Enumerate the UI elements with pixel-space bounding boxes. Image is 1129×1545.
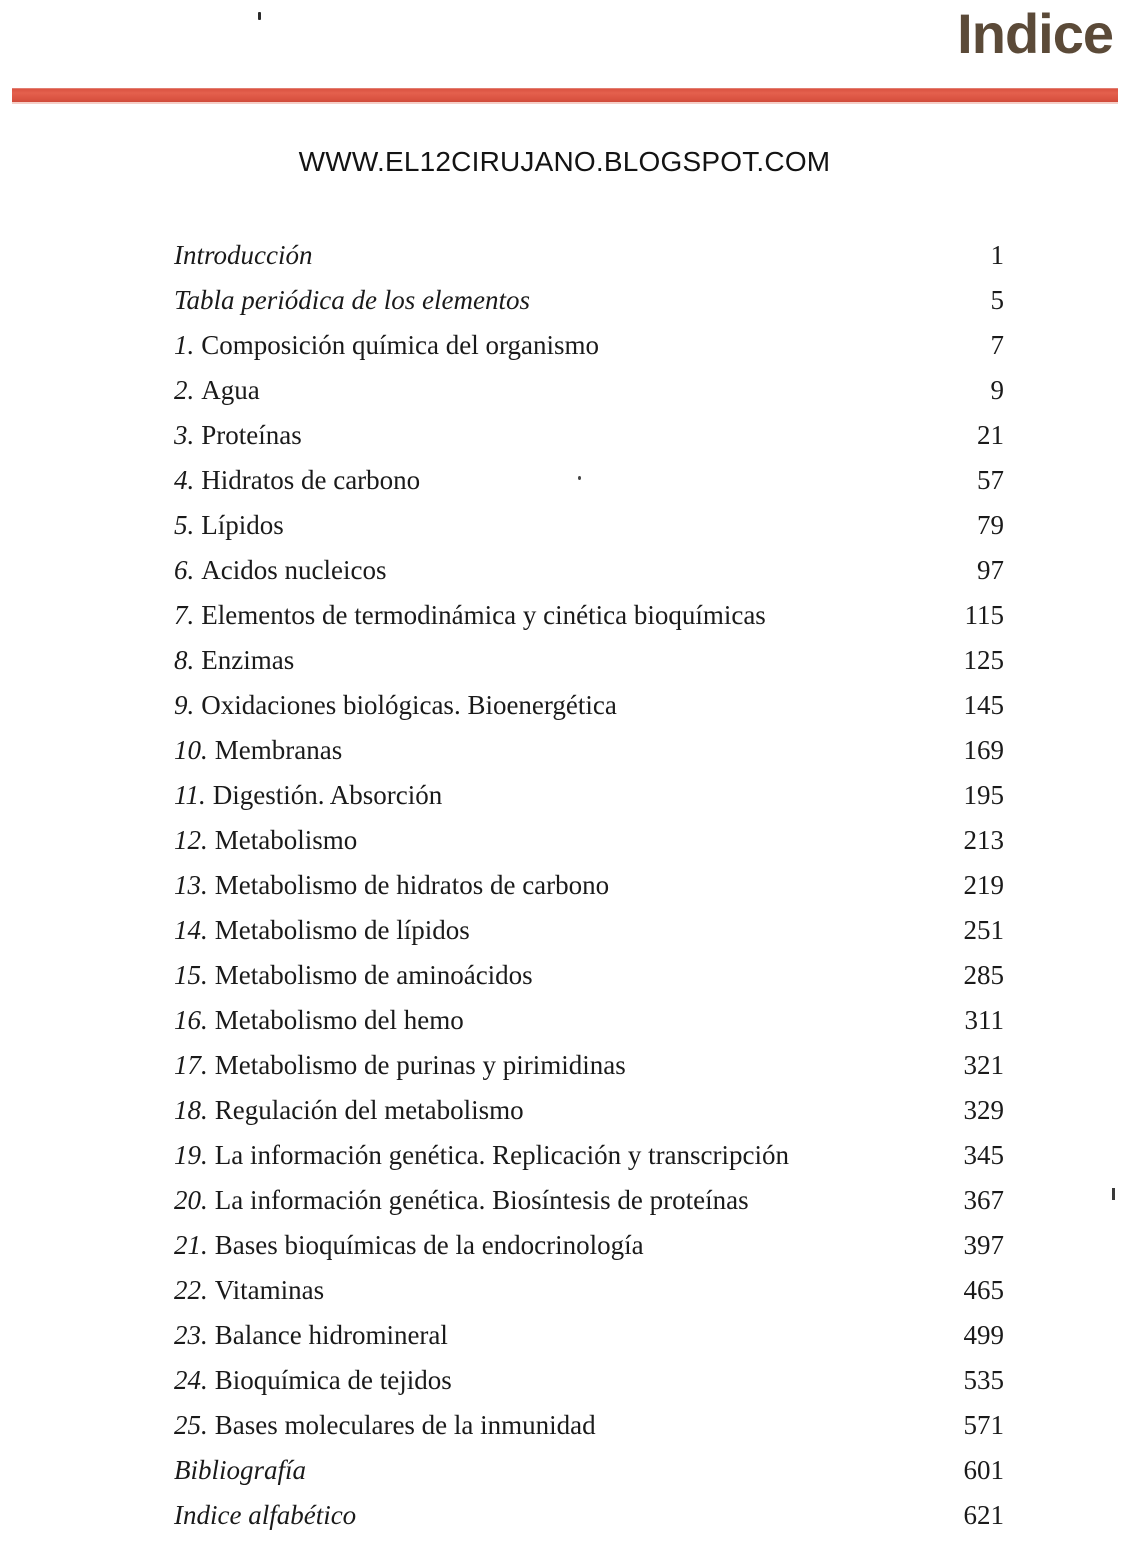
toc-entry-number: 25. xyxy=(174,1410,208,1440)
toc-entry-title: Proteínas xyxy=(201,420,302,450)
toc-entry-number: 23. xyxy=(174,1320,208,1350)
toc-entry[interactable] xyxy=(174,1500,1004,1545)
toc-entry-title: Metabolismo xyxy=(214,825,358,855)
toc-entry-label xyxy=(174,1050,916,1081)
toc-entry-title: Metabolismo de lípidos xyxy=(214,915,470,945)
toc-entry[interactable] xyxy=(174,1320,1004,1365)
toc-entry-number: 9. xyxy=(174,690,195,720)
toc-entry-page-number: 145 xyxy=(963,690,1004,720)
toc-entry-label xyxy=(174,240,916,271)
toc-entry-number: 7. xyxy=(174,600,195,630)
toc-entry-label xyxy=(174,1005,916,1036)
scan-artifact-dot-top xyxy=(258,12,261,20)
toc-entry[interactable] xyxy=(174,690,1004,735)
toc-entry-label xyxy=(174,690,916,721)
toc-entry-label xyxy=(174,375,916,406)
toc-entry-page-number: 499 xyxy=(963,1320,1004,1350)
toc-entry-page-number: 21 xyxy=(977,420,1004,450)
toc-entry-number: 22. xyxy=(174,1275,208,1305)
toc-entry-label xyxy=(174,510,916,541)
toc-entry-label xyxy=(174,1140,916,1171)
toc-entry-page-number: 321 xyxy=(963,1050,1004,1080)
toc-entry-number: 11. xyxy=(174,780,206,810)
toc-entry-number: 24. xyxy=(174,1365,208,1395)
toc-entry-number: 19. xyxy=(174,1140,208,1170)
toc-entry-title: Elementos de termodinámica y cinética bioquímicas xyxy=(201,600,766,630)
toc-entry-number: 4. xyxy=(174,465,195,495)
toc-entry-title: Bases bioquímicas de la endocrinología xyxy=(214,1230,644,1260)
toc-entry-number: 14. xyxy=(174,915,208,945)
toc-entry[interactable] xyxy=(174,420,1004,465)
toc-entry-page-number: 601 xyxy=(963,1455,1004,1485)
toc-entry-number: 10. xyxy=(174,735,208,765)
toc-entry-number: 2. xyxy=(174,375,195,405)
toc-entry-number: 16. xyxy=(174,1005,208,1035)
toc-entry-label xyxy=(174,555,916,586)
toc-entry-page-number: 621 xyxy=(963,1500,1004,1530)
toc-entry-page-number: 397 xyxy=(963,1230,1004,1260)
toc-entry-title: Balance hidromineral xyxy=(214,1320,448,1350)
toc-entry-page-number: 465 xyxy=(963,1275,1004,1305)
scan-artifact-tick-right xyxy=(1112,1188,1115,1200)
toc-entry-title: La información genética. Biosíntesis de proteínas xyxy=(214,1185,749,1215)
toc-entry-page-number: 285 xyxy=(963,960,1004,990)
toc-entry-number: 12. xyxy=(174,825,208,855)
toc-entry[interactable] xyxy=(174,375,1004,420)
toc-entry[interactable] xyxy=(174,915,1004,960)
toc-entry-page-number: 219 xyxy=(963,870,1004,900)
table-of-contents xyxy=(174,240,1004,1545)
toc-entry-title: Bases moleculares de la inmunidad xyxy=(214,1410,596,1440)
toc-entry-page-number: 9 xyxy=(990,375,1004,405)
toc-entry[interactable] xyxy=(174,1275,1004,1320)
toc-entry-label xyxy=(174,1455,916,1486)
toc-entry-title: La información genética. Replicación y transcripción xyxy=(214,1140,790,1170)
toc-entry-page-number: 195 xyxy=(963,780,1004,810)
scan-artifact-dot-middle xyxy=(578,476,581,480)
toc-entry-title: Bioquímica de tejidos xyxy=(214,1365,452,1395)
toc-entry-title: Composición química del organismo xyxy=(201,330,599,360)
toc-entry-page-number: 571 xyxy=(963,1410,1004,1440)
toc-entry[interactable] xyxy=(174,1140,1004,1185)
toc-entry-label xyxy=(174,1410,916,1441)
toc-entry-title: Vitaminas xyxy=(214,1275,325,1305)
toc-entry-number: 21. xyxy=(174,1230,208,1260)
toc-entry-title: Metabolismo del hemo xyxy=(214,1005,464,1035)
toc-entry-page-number: 329 xyxy=(963,1095,1004,1125)
toc-entry[interactable] xyxy=(174,1095,1004,1140)
toc-entry-label xyxy=(174,600,916,631)
toc-entry-label xyxy=(174,960,916,991)
toc-entry[interactable] xyxy=(174,285,1004,330)
toc-entry[interactable] xyxy=(174,960,1004,1005)
blog-url-text: WWW.EL12CIRUJANO.BLOGSPOT.COM xyxy=(298,146,831,177)
toc-entry-title: Oxidaciones biológicas. Bioenergética xyxy=(201,690,617,720)
toc-entry-page-number: 115 xyxy=(964,600,1004,630)
toc-entry-label xyxy=(174,780,916,811)
toc-entry[interactable] xyxy=(174,1410,1004,1455)
toc-entry-page-number: 535 xyxy=(963,1365,1004,1395)
toc-entry[interactable] xyxy=(174,555,1004,600)
toc-entry-title: Metabolismo de hidratos de carbono xyxy=(214,870,610,900)
page-title: Indice xyxy=(957,2,1113,65)
toc-entry[interactable] xyxy=(174,1365,1004,1410)
toc-entry[interactable] xyxy=(174,465,1004,510)
toc-entry-page-number: 345 xyxy=(963,1140,1004,1170)
toc-entry-label xyxy=(174,285,916,316)
toc-entry-label xyxy=(174,1095,916,1126)
toc-entry-page-number: 5 xyxy=(990,285,1004,315)
toc-entry[interactable] xyxy=(174,1050,1004,1095)
toc-entry-title: Regulación del metabolismo xyxy=(214,1095,524,1125)
toc-entry[interactable] xyxy=(174,645,1004,690)
toc-entry[interactable] xyxy=(174,1230,1004,1275)
toc-entry-label xyxy=(174,465,916,496)
toc-entry-number: 15. xyxy=(174,960,208,990)
toc-entry-page-number: 311 xyxy=(964,1005,1004,1035)
toc-entry-page-number: 7 xyxy=(990,330,1004,360)
toc-entry-label xyxy=(174,870,916,901)
toc-entry-label xyxy=(174,1365,916,1396)
toc-entry-label xyxy=(174,1320,916,1351)
toc-entry-page-number: 125 xyxy=(963,645,1004,675)
toc-entry-title: Lípidos xyxy=(201,510,284,540)
toc-entry-label xyxy=(174,825,916,856)
toc-entry-title: Enzimas xyxy=(201,645,295,675)
toc-entry-page-number: 97 xyxy=(977,555,1004,585)
toc-entry[interactable] xyxy=(174,1005,1004,1050)
toc-entry-number: 17. xyxy=(174,1050,208,1080)
toc-entry-page-number: 367 xyxy=(963,1185,1004,1215)
header-divider-rule xyxy=(12,88,1118,102)
toc-entry-title: Hidratos de carbono xyxy=(201,465,421,495)
toc-entry-number: 13. xyxy=(174,870,208,900)
toc-entry-label xyxy=(174,735,916,766)
toc-entry[interactable] xyxy=(174,330,1004,375)
toc-entry[interactable] xyxy=(174,1185,1004,1230)
toc-entry-label xyxy=(174,330,916,361)
toc-entry-title: Agua xyxy=(201,375,260,405)
toc-entry-title: Indice alfabético xyxy=(174,1500,357,1530)
toc-entry-title: Metabolismo de aminoácidos xyxy=(214,960,533,990)
toc-entry-title: Digestión. Absorción xyxy=(212,780,443,810)
toc-entry-number: 3. xyxy=(174,420,195,450)
toc-entry-number: 20. xyxy=(174,1185,208,1215)
toc-entry-label xyxy=(174,1500,916,1531)
toc-entry-label xyxy=(174,1275,916,1306)
toc-entry-title: Membranas xyxy=(214,735,343,765)
toc-entry-page-number: 1 xyxy=(990,240,1004,270)
toc-entry-title: Introducción xyxy=(174,240,313,270)
toc-entry-label xyxy=(174,645,916,676)
toc-entry[interactable] xyxy=(174,1455,1004,1500)
toc-entry[interactable] xyxy=(174,510,1004,555)
toc-entry[interactable] xyxy=(174,240,1004,285)
toc-entry-page-number: 57 xyxy=(977,465,1004,495)
toc-entry-page-number: 213 xyxy=(963,825,1004,855)
toc-entry-number: 8. xyxy=(174,645,195,675)
toc-entry[interactable] xyxy=(174,870,1004,915)
toc-entry-title: Metabolismo de purinas y pirimidinas xyxy=(214,1050,626,1080)
toc-entry-label xyxy=(174,1185,916,1216)
toc-entry-page-number: 169 xyxy=(963,735,1004,765)
toc-entry-page-number: 251 xyxy=(963,915,1004,945)
toc-entry[interactable] xyxy=(174,825,1004,870)
toc-entry-number: 5. xyxy=(174,510,195,540)
toc-entry-label xyxy=(174,1230,916,1261)
toc-entry-page-number: 79 xyxy=(977,510,1004,540)
toc-entry-number: 6. xyxy=(174,555,195,585)
toc-entry-number: 18. xyxy=(174,1095,208,1125)
toc-entry[interactable] xyxy=(174,735,1004,780)
toc-entry-label xyxy=(174,915,916,946)
toc-entry-title: Tabla periódica de los elementos xyxy=(174,285,530,315)
toc-entry[interactable] xyxy=(174,600,1004,645)
toc-entry-title: Acidos nucleicos xyxy=(201,555,387,585)
toc-entry-number: 1. xyxy=(174,330,195,360)
toc-entry[interactable] xyxy=(174,780,1004,825)
toc-entry-title: Bibliografía xyxy=(174,1455,307,1485)
toc-entry-label xyxy=(174,420,916,451)
